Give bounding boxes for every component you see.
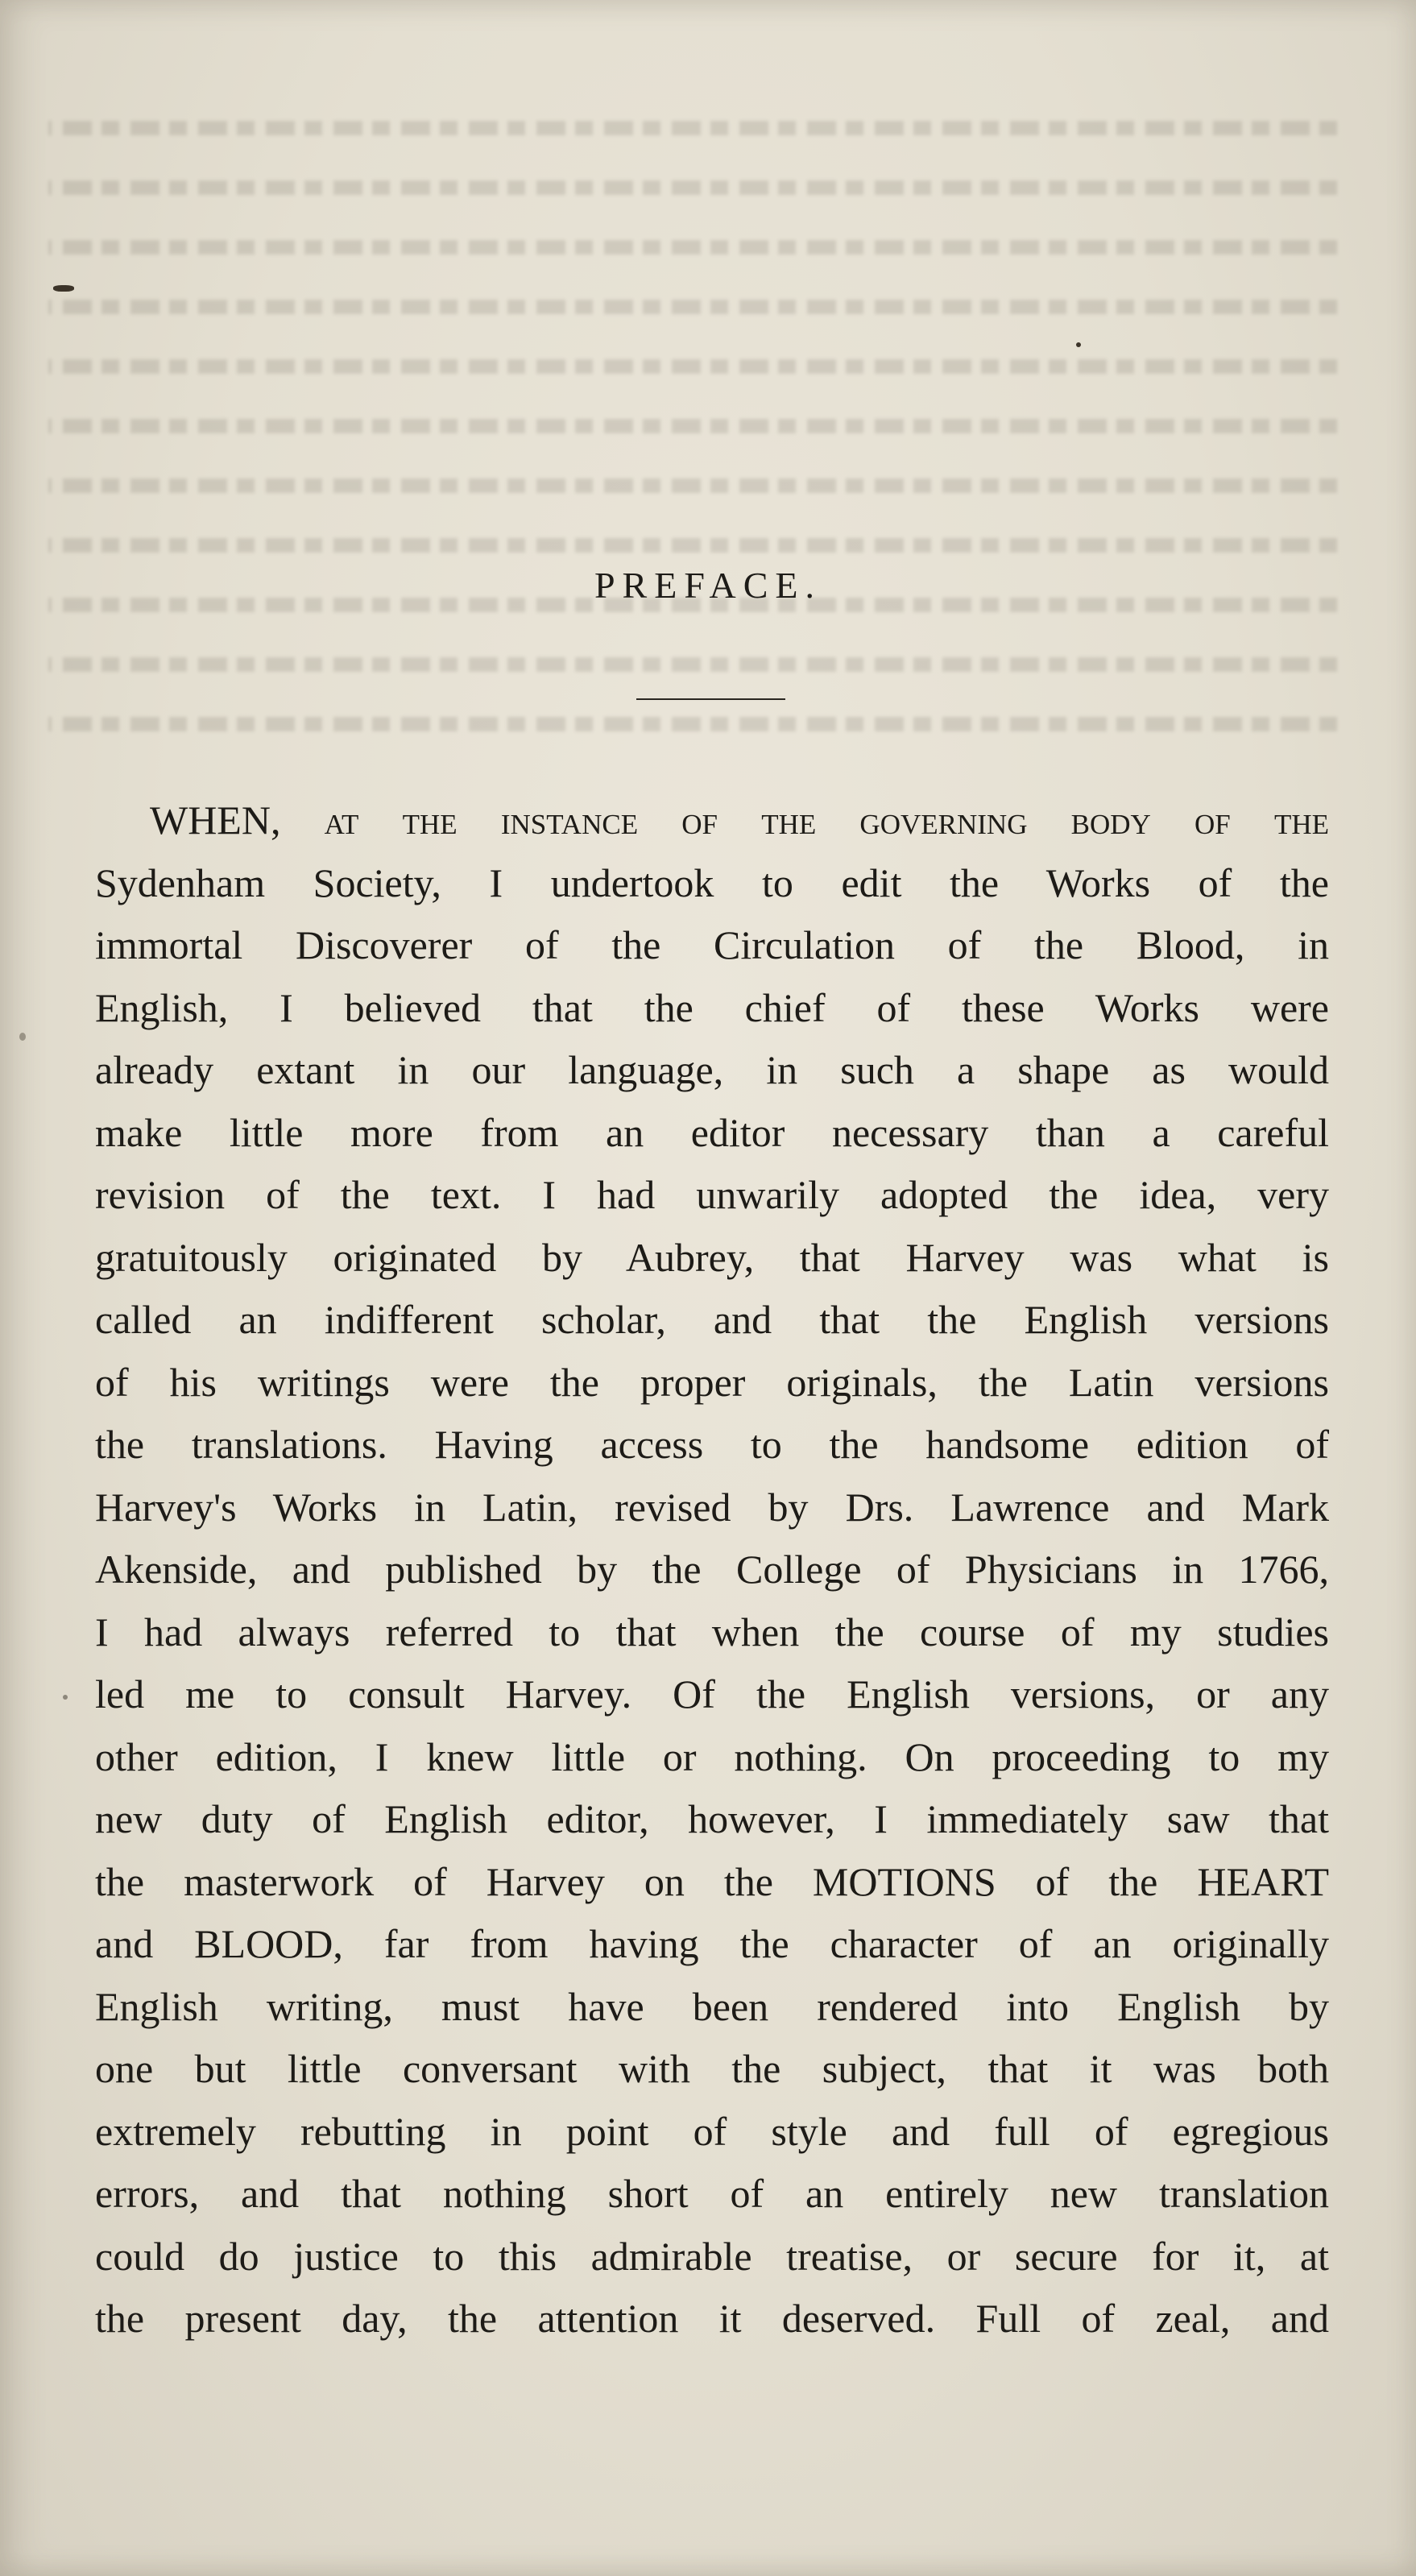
text-line-23: errors, and that nothing short of an entirely new translation xyxy=(95,2171,1329,2216)
text-line-12: Harvey's Works in Latin, revised by Drs. Lawrence and Mark xyxy=(95,1484,1329,1530)
text-line-18: the masterwork of Harvey on the MOTIONS of the HEART xyxy=(95,1858,1329,1904)
text-line-24: could do justice to this admirable treatise, or secure for it, at xyxy=(95,2233,1329,2279)
text-line-10: of his writings were the proper originals, the Latin versions xyxy=(95,1359,1329,1405)
text-line-17: new duty of English editor, however, I immediately saw that xyxy=(95,1796,1329,1841)
text-line-7: revision of the text. I had unwarily adopted the idea, very xyxy=(95,1172,1329,1217)
text-line-21: one but little conversant with the subject, that it was both xyxy=(95,2046,1329,2091)
text-line-15: led me to consult Harvey. Of the English versions, or any xyxy=(95,1671,1329,1717)
text-line-1 xyxy=(95,789,1329,852)
ink-speck xyxy=(19,1033,26,1041)
text-line-6: make little more from an editor necessary than a careful xyxy=(95,1109,1329,1155)
text-line-1-content: WHEN, at the instance of the governing body of the xyxy=(150,797,1329,843)
text-line-9: called an indifferent scholar, and that the English versions xyxy=(95,1297,1329,1342)
ink-speck xyxy=(1076,342,1081,347)
bleed-through-text xyxy=(48,121,1337,797)
text-line-4: English, I believed that the chief of these Works were xyxy=(95,984,1329,1030)
text-line-3: immortal Discoverer of the Circulation of the Blood, in xyxy=(95,922,1329,967)
title-rule xyxy=(636,698,785,700)
page-title: PREFACE. xyxy=(594,565,822,606)
text-line-19: and BLOOD, far from having the character of an originally xyxy=(95,1921,1329,1966)
ink-speck xyxy=(53,285,74,292)
preface-body xyxy=(95,789,1329,2350)
text-line-20: English writing, must have been rendered into English by xyxy=(95,1983,1329,2029)
text-line-22: extremely rebutting in point of style and full of egregious xyxy=(95,2108,1329,2154)
text-line-14: I had always referred to that when the course of my studies xyxy=(95,1609,1329,1655)
ink-speck xyxy=(63,1695,68,1700)
text-line-11: the translations. Having access to the handsome edition of xyxy=(95,1422,1329,1467)
text-line-2: Sydenham Society, I undertook to edit the Works of the xyxy=(95,859,1329,905)
text-line-16: other edition, I knew little or nothing. On proceeding to my xyxy=(95,1733,1329,1779)
text-line-13: Akenside, and published by the College of Physicians in 1766, xyxy=(95,1547,1329,1592)
text-line-25: the present day, the attention it deserved. Full of zeal, and xyxy=(95,2296,1329,2341)
text-line-5: already extant in our language, in such a shape as would xyxy=(95,1047,1329,1092)
text-line-8: gratuitously originated by Aubrey, that Harvey was what is xyxy=(95,1234,1329,1280)
